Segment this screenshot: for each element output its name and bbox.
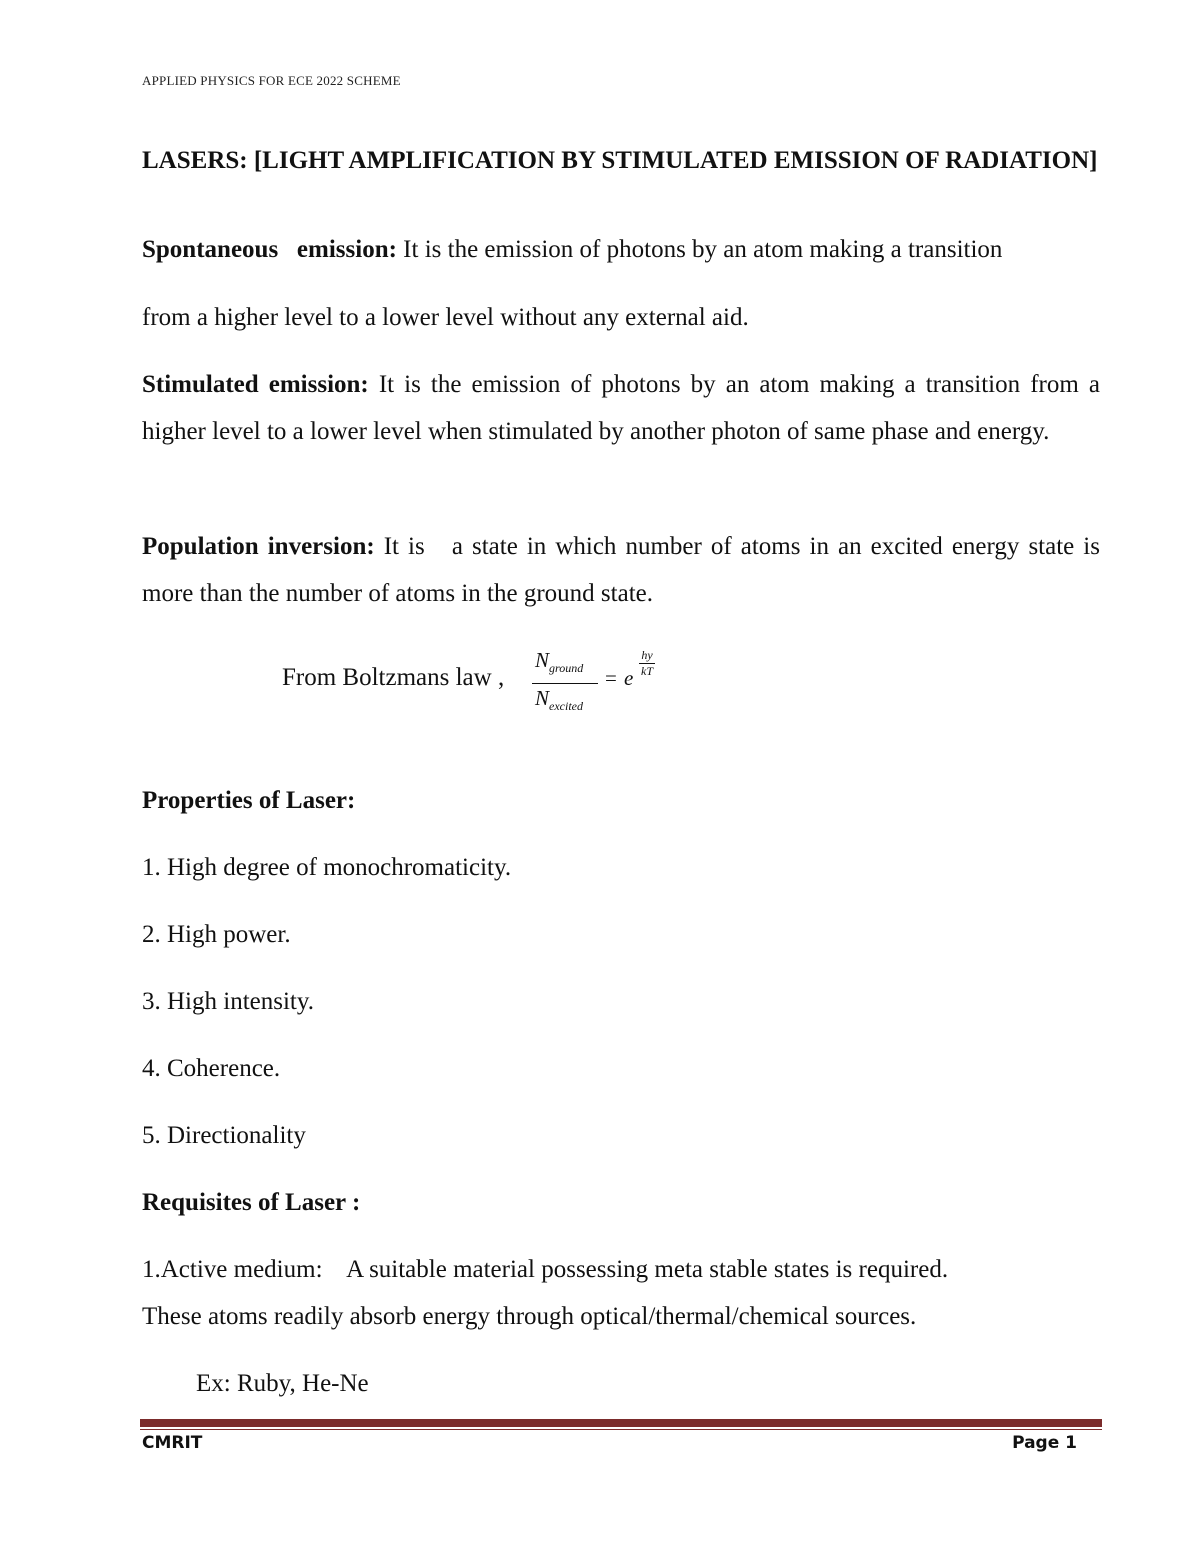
equals-sign: = <box>605 666 617 690</box>
exponential-base: e <box>624 666 634 690</box>
active-medium-line1: 1.Active medium: A suitable material possessing meta stable states is required. <box>142 1256 949 1283</box>
property-item: 4. Coherence. <box>142 1055 281 1082</box>
property-item: 1. High degree of monochromaticity. <box>142 854 512 881</box>
population-inversion-definition: It is a state in which number of atoms in an excited energy state is more than the number of atoms in the ground state. <box>142 533 1107 607</box>
active-medium-line2: These atoms readily absorb energy through optical/thermal/chemical sources. <box>142 1303 917 1330</box>
spontaneous-emission-line1 <box>142 233 1002 267</box>
spontaneous-emission-term: Spontaneous emission: <box>142 236 397 263</box>
population-inversion-paragraph <box>142 523 1107 617</box>
spontaneous-emission-definition: It is the emission of photons by an atom making a transition <box>396 236 1003 263</box>
page-title: LASERS: [LIGHT AMPLIFICATION BY STIMULATED EMISSION OF RADIATION] <box>142 147 1098 174</box>
boltzmann-equation <box>282 648 702 720</box>
fraction-bar <box>532 683 598 684</box>
fraction-denominator: $N_{excited}$ <box>535 686 583 714</box>
stimulated-emission-paragraph <box>142 361 1100 455</box>
footer-institution: CMRIT <box>142 1433 203 1453</box>
equation-lead-text: From Boltzmans law , <box>282 664 505 691</box>
footer-rule <box>140 1419 1102 1427</box>
exponent-denominator: kT <box>641 664 653 678</box>
property-item: 2. High power. <box>142 921 291 948</box>
property-item: 3. High intensity. <box>142 988 314 1015</box>
properties-heading: Properties of Laser: <box>142 787 356 814</box>
stimulated-emission-term: Stimulated emission: <box>142 371 369 398</box>
footer-page-number: Page 1 <box>1012 1433 1077 1453</box>
running-header: APPLIED PHYSICS FOR ECE 2022 SCHEME <box>142 73 401 88</box>
footer-rule-thin <box>140 1429 1102 1430</box>
population-inversion-term: Population inversion: <box>142 533 375 560</box>
property-item: 5. Directionality <box>142 1122 306 1149</box>
exponent-fraction <box>637 648 657 682</box>
denominator-subscript: excited <box>549 699 583 714</box>
requisites-heading: Requisites of Laser : <box>142 1189 361 1216</box>
stimulated-emission-definition: It is the emission of photons by an atom making a transition from a higher level to a lower level when stimulated by another photon of same phase and energy. <box>142 371 1100 445</box>
exponent-numerator: hy <box>641 648 653 662</box>
spontaneous-emission-line2: from a higher level to a lower level without any external aid. <box>142 304 749 331</box>
fraction-numerator: $N_{ground}$ <box>535 648 584 676</box>
active-medium-example: Ex: Ruby, He-Ne <box>196 1370 369 1397</box>
numerator-subscript: ground <box>549 661 584 676</box>
population-ratio-fraction <box>532 648 598 718</box>
